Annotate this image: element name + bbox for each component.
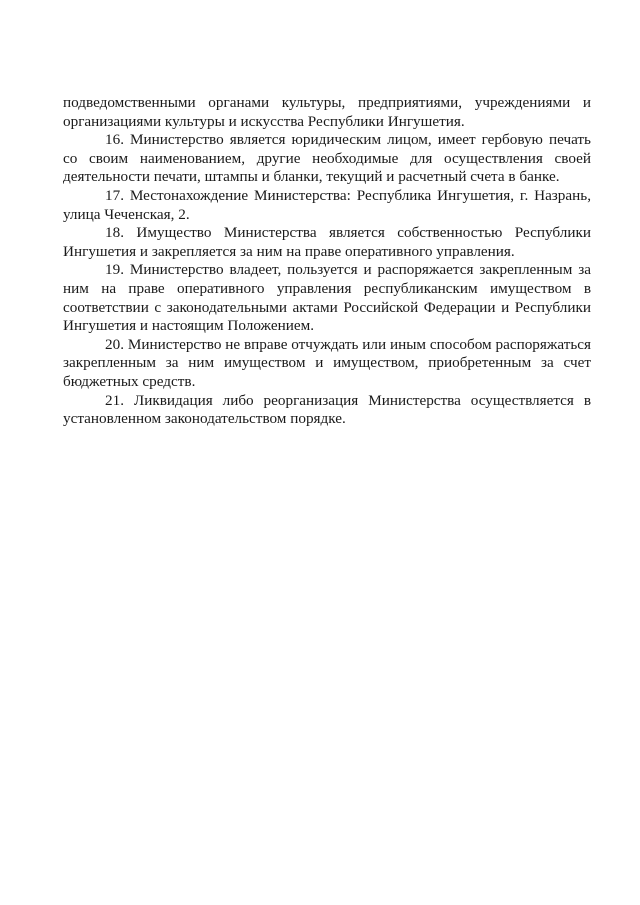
paragraph-19: 19. Министерство владеет, пользуется и распоряжается закрепленным за ним на праве оперативного управления республиканским имуществом в соответствии с законодательными актами Российской Федерации и Республики Ингушетия и настоящим Положением. <box>63 261 591 335</box>
paragraph-18: 18. Имущество Министерства является собственностью Республики Ингушетия и закрепляется за ним на праве оперативного управления. <box>63 224 591 260</box>
paragraph-continuation: подведомственными органами культуры, предприятиями, учреждениями и организациями культуры и искусства Республики Ингушетия. <box>63 94 591 130</box>
paragraph-20: 20. Министерство не вправе отчуждать или иным способом распоряжаться закрепленным за ним имуществом и имуществом, приобретенным за счет бюджетных средств. <box>63 335 591 390</box>
paragraph-16: 16. Министерство является юридическим лицом, имеет гербовую печать со своим наименованием, другие необходимые для осуществления своей деятельности печати, штампы и бланки, текущий и расчетный счета в банке. <box>63 131 591 186</box>
paragraph-17: 17. Местонахождение Министерства: Республика Ингушетия, г. Назрань, улица Чеченская, 2. <box>63 186 591 223</box>
document-body <box>63 94 591 429</box>
paragraph-21: 21. Ликвидация либо реорганизация Министерства осуществляется в установленном законодательством порядке. <box>63 391 591 428</box>
